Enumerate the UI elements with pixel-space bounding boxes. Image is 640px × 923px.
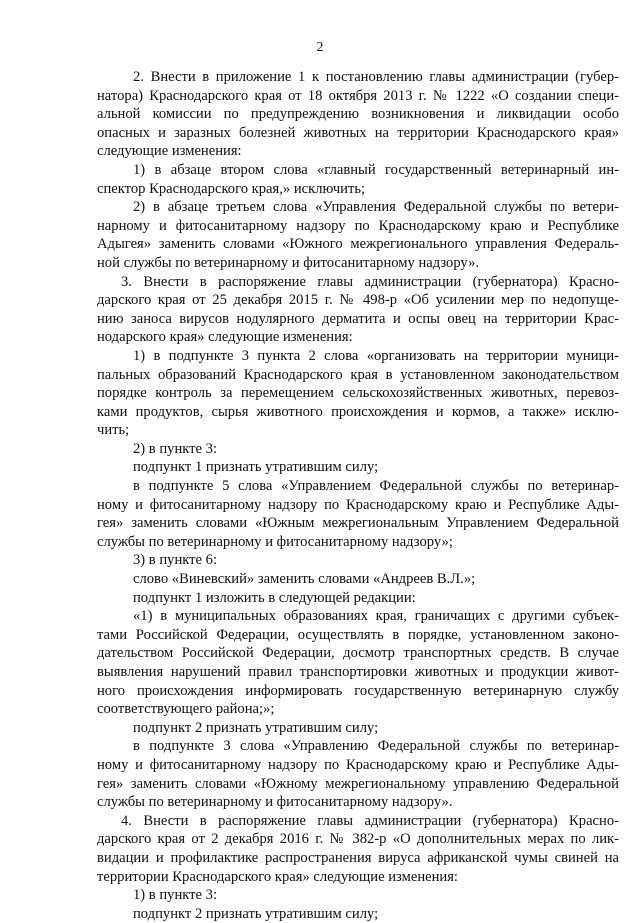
text-line: видации и профилактике распространения вируса африканской чумы свиней на [97, 849, 619, 866]
text-line: Адыгея» заменить словами «Южного межрегионального управления Федераль- [97, 236, 619, 253]
text-line: подпункт 1 признать утратившим силу; [133, 459, 379, 476]
document-body [97, 68, 619, 923]
text-line: чить; [97, 422, 130, 439]
text-line: 2. Внести в приложение 1 к постановлению главы администрации (губер- [133, 69, 619, 85]
text-line: 2) в абзаце третьем слова «Управления Федеральной службы по ветери- [133, 199, 619, 216]
text-line: нарному и фитосанитарному надзору по Краснодарскому краю и Республике [97, 217, 619, 234]
text-line: службы по ветеринарному и фитосанитарному надзору». [97, 794, 453, 811]
text-line: гея» заменить словами «Южным межрегиональным Управлением Федеральной [97, 515, 619, 532]
text-line: дарского края от 25 декабря 2015 г. № 498-р «Об усилении мер по недопуще- [97, 292, 619, 309]
text-line: в подпункте 3 слова «Управлению Федеральной службы по ветеринар- [133, 738, 619, 755]
text-line: ной службы по ветеринарному и фитосанитарному надзору». [97, 254, 480, 271]
text-line: подпункт 2 признать утратившим силу; [133, 905, 379, 922]
text-line: территории Краснодарского края» следующие изменения: [97, 868, 458, 885]
text-line: 1) в пункте 3: [133, 887, 218, 904]
text-line: подпункт 2 признать утратившим силу; [133, 719, 379, 736]
text-line: подпункт 1 изложить в следующей редакции: [133, 589, 416, 606]
text-line: нию заноса вирусов нодулярного дерматита и оспы овец на территории Крас- [97, 310, 619, 327]
text-line: пальных образований Краснодарского края в установленном законодательством [97, 366, 619, 383]
text-line: следующие изменения: [97, 143, 242, 160]
text-line: нодарского края» следующие изменения: [97, 329, 353, 346]
text-line: «1) в муниципальных образованиях края, граничащих с другими субъек- [133, 608, 619, 625]
text-line: 2) в пункте 3: [133, 440, 218, 457]
text-line: тами Российской Федерации, осуществлять в порядке, установленном законо- [97, 626, 619, 643]
text-line: ного происхождения информировать государственную ветеринарную службу [97, 682, 619, 699]
text-line: 4. Внести в распоряжение главы администрации (губернатора) Красно- [121, 812, 619, 829]
text-line: службы по ветеринарному и фитосанитарному надзору»; [97, 533, 453, 550]
text-line: 3) в пункте 6: [133, 552, 218, 569]
text-line: в подпункте 5 слова «Управлением Федеральной службы по ветеринар- [133, 478, 619, 495]
text-line: ному и фитосанитарному надзору по Краснодарскому краю и Республике Ады- [97, 756, 619, 773]
text-line: ками продуктов, сырья животного происхождения и кормов, а также» исклю- [97, 403, 619, 420]
text-line: соответствующего района;»; [97, 701, 275, 718]
text-line: 3. Внести в распоряжение главы администрации (губернатора) Красно- [121, 273, 619, 290]
text-line: опасных и заразных болезней животных на территории Краснодарского края» [97, 124, 619, 141]
text-line: 1) в абзаце втором слова «главный государственный ветеринарный ин- [133, 161, 619, 178]
text-line: натора) Краснодарского края от 18 октября 2013 г. № 1222 «О создании специ- [97, 87, 619, 104]
text-line: дарского края от 2 декабря 2016 г. № 382-р «О дополнительных мерах по лик- [97, 831, 619, 848]
page-number: 2 [316, 40, 324, 55]
text-line: выявления нарушений правил транспортировки животных и продукции живот- [97, 664, 619, 680]
text-line: дательством Российской Федерации, досмотр транспортных средств. В случае [97, 645, 619, 662]
text-line: 1) в подпункте 3 пункта 2 слова «организовать на территории муници- [133, 347, 619, 364]
text-line: гея» заменить словами «Южному межрегиональному управлению Федеральной [97, 775, 619, 792]
text-line: ному и фитосанитарному надзору по Краснодарскому краю и Республике Ады- [97, 496, 619, 513]
text-line: альной комиссии по предупреждению возникновения и ликвидации особо [97, 106, 619, 123]
text-line: слово «Виневский» заменить словами «Андреев В.Л.»; [133, 571, 476, 588]
text-line: спектор Краснодарского края,» исключить; [97, 180, 366, 197]
text-line: порядке контроль за перемещением сельскохозяйственных животных, перевоз- [97, 385, 619, 402]
